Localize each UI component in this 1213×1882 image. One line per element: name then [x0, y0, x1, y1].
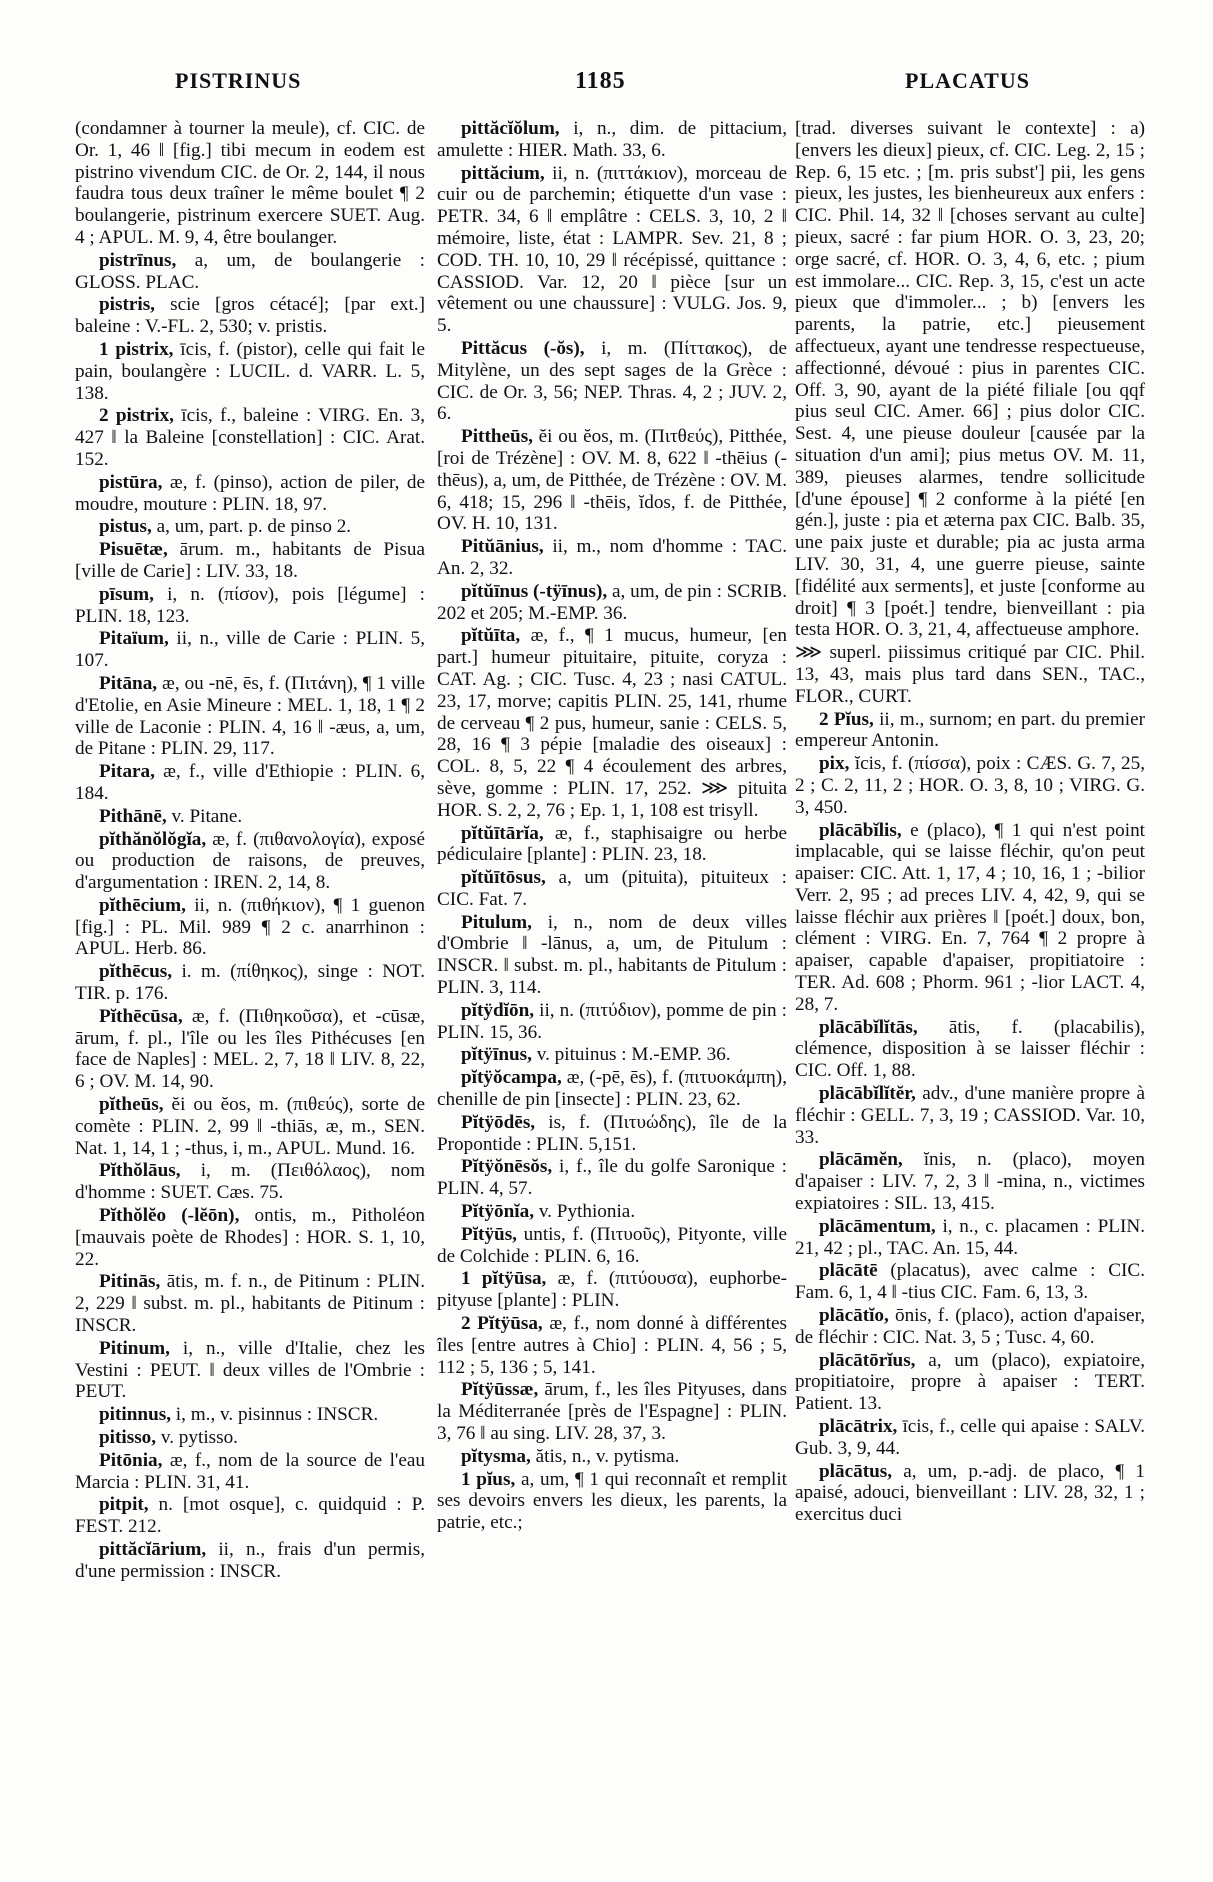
dictionary-entry [75, 1338, 425, 1403]
entry-definition: ārum. m., habitants de Pisua [ville de Carie] : LIV. 33, 18. [75, 539, 426, 582]
dictionary-entry [75, 584, 425, 628]
dictionary-entry [437, 1446, 787, 1468]
entry-headword: pĭtÿŏcampa, [461, 1067, 562, 1089]
entry-headword: pĭtŭītārĭa, [461, 822, 544, 844]
entry-headword: 2 pistrix, [99, 405, 174, 427]
entry-definition: ārum, f., les îles Pityuses, dans la Méditerranée [près de l'Espagne] : PLIN. 3, 76 ‖ au sing. LIV. 28, 37, 3. [437, 1379, 788, 1445]
dictionary-entry [75, 1094, 425, 1159]
dictionary-entry [75, 1539, 425, 1583]
column-1 [75, 118, 425, 1584]
entry-headword: pĭtŭītōsus, [461, 867, 546, 889]
entry-definition: ĭnis, n. (placo), moyen d'apaiser : LIV. 7, 2, 3 ‖ -mina, n., victimes expiatoires : SIL. 13, 415. [795, 1149, 1145, 1215]
dictionary-entry [795, 1017, 1145, 1082]
entry-headword: pitisso, [99, 1427, 157, 1449]
entry-definition: īcis, f., celle qui apaise : SALV. Gub. 3, 9, 44. [795, 1416, 1146, 1459]
entry-definition: æ, f., nom donné à différentes îles [entre autres à Chio] : PLIN. 4, 56 ; 5, 112 ; 5, 136 ; 5, 141. [437, 1313, 787, 1378]
entry-headword: Pitŭānius, [461, 536, 544, 558]
dictionary-entry [75, 1271, 425, 1336]
column-2 [437, 118, 787, 1535]
entry-definition: i, m., v. pisinnus : INSCR. [175, 1404, 379, 1426]
dictionary-entry [75, 539, 425, 583]
entry-headword: plācātōrĭus, [819, 1349, 916, 1371]
entry-headword: Pitaïum, [99, 628, 169, 650]
entry-definition: æ, ou -nē, ēs, f. (Πιτάνη), ¶ 1 ville d'Etolie, en Asie Mineure : MEL. 1, 18, 1 ¶ 2 ville de Laconie : PLIN. 4, 16 ‖ -æus, a, um, de Pitane : PLIN. 29, 117. [75, 672, 425, 760]
dictionary-entry [437, 912, 787, 999]
entry-headword: Pĭtÿūs, [461, 1223, 517, 1245]
entry-headword: Pitinum, [99, 1337, 170, 1359]
entry-definition: æ, f., staphisaigre ou herbe pédiculaire [plante] : PLIN. 23, 18. [437, 822, 788, 866]
dictionary-entry [75, 961, 425, 1005]
entry-definition: untis, f. (Πιτυοῦς), Pityonte, ville de Colchide : PLIN. 6, 16. [437, 1223, 787, 1267]
entry-definition: i, n., c. placamen : PLIN. 21, 42 ; pl., TAC. An. 15, 44. [795, 1215, 1146, 1259]
entry-definition: a, um, de pin : SCRIB. 202 et 205; M.-EMP. 36. [437, 580, 788, 624]
entry-definition: ātis, f. (placabilis), clémence, disposition à se laisser fléchir : CIC. Off. 1, 88. [795, 1016, 1146, 1082]
dictionary-entry [437, 163, 787, 337]
dictionary-entry [795, 1461, 1145, 1526]
entry-definition: æ, (-pē, ēs), f. (πιτυοκάμπη), chenille de pin [insecte] : PLIN. 23, 62. [437, 1067, 787, 1111]
entry-headword: pĭtŭīnus (-tÿīnus), [461, 580, 608, 602]
dictionary-entry [795, 1305, 1145, 1349]
dictionary-entry [437, 118, 787, 162]
entry-definition: i, m. (Πίττακος), de Mitylène, un des sept sages de la Grèce : CIC. de Or. 3, 56; NEP. Thras. 4, 2 ; JUV. 2, 6. [437, 337, 787, 425]
entry-definition: ii, n. (πιθήκιον), ¶ 1 guenon [fig.] : PL. Mil. 989 ¶ 2 c. anarrhinon : APUL. Herb. 86. [75, 894, 426, 960]
entry-definition: æ, f. (πιθανολογία), exposé ou production de raisons, de preuves, d'argumentation : IREN. 2, 14, 8. [75, 828, 426, 894]
entry-headword: pistūra, [99, 471, 163, 493]
entry-definition: i, f., île du golfe Saronique : PLIN. 4, 57. [437, 1156, 787, 1200]
entry-definition: v. Pythionia. [538, 1201, 636, 1223]
entry-headword: Pĭtÿūssæ, [461, 1379, 539, 1401]
entry-headword: pistus, [99, 516, 152, 538]
entry-headword: plācātē [819, 1260, 878, 1282]
entry-headword: plācātrix, [819, 1416, 898, 1438]
dictionary-entry [75, 1006, 425, 1093]
entry-headword: pittăcium, [461, 162, 545, 184]
dictionary-entry [75, 1404, 425, 1426]
dictionary-entry [437, 867, 787, 911]
dictionary-entry [795, 1350, 1145, 1415]
entry-headword: Pitōnia, [99, 1449, 163, 1471]
column-3 [795, 118, 1145, 1527]
dictionary-entry [437, 338, 787, 425]
entry-definition: ⋙ superl. piissimus critiqué par CIC. Phil. 13, 43, mais plus tard dans SEN., TAC., FLOR., CURT. [795, 642, 1145, 707]
dictionary-entry [75, 761, 425, 805]
entry-definition: i. m. (πίθηκος), singe : NOT. TIR. p. 176. [75, 961, 426, 1005]
dictionary-entry [75, 1427, 425, 1449]
entry-definition: n. [mot osque], c. quidquid : P. FEST. 212. [75, 1494, 426, 1538]
entry-definition: (condamner à tourner la meule), cf. CIC. de Or. 1, 46 ‖ [fig.] tibi mecum in eodem est pistrino vivendum CIC. de Or. 2, 144, il nous faudra tous deux traîner le même boulet ¶ 2 boulangerie, pistrinum exercere SUET. Aug. 4 ; APUL. M. 9, 4, être boulanger. [75, 118, 425, 248]
entry-headword: pĭtysma, [461, 1445, 531, 1467]
entry-headword: Pĭtÿōnĭa, [461, 1201, 535, 1223]
entry-definition: (placatus), avec calme : CIC. Fam. 6, 1, 4 ‖ -tius CIC. Fam. 6, 13, 3. [795, 1260, 1145, 1304]
entry-headword: pĭtheūs, [99, 1094, 164, 1116]
running-head-first-word: PISTRINUS [175, 68, 302, 93]
dictionary-entry [437, 536, 787, 580]
entry-definition: scie [gros cétacé]; [par ext.] baleine : V.-FL. 2, 530; v. pristis. [75, 294, 425, 338]
entry-headword: Pĭtÿōdēs, [461, 1111, 536, 1133]
entry-headword: Pitinās, [99, 1271, 161, 1293]
entry-definition: ii, m., nom d'homme : TAC. An. 2, 32. [437, 536, 787, 579]
entry-headword: plācātĭo, [819, 1305, 889, 1327]
dictionary-entry [795, 1149, 1145, 1214]
entry-definition: ĕi ou ĕos, m. (πιθεύς), sorte de comète : PLIN. 2, 99 ‖ -thiās, æ, m., SEN. Nat. 1, 14, 1 ; -thus, i, m., APUL. Mund. 16. [75, 1094, 426, 1159]
dictionary-entry [437, 1067, 787, 1111]
dictionary-entry [75, 1450, 425, 1494]
dictionary-entry [437, 581, 787, 625]
entry-definition: i, n., nom de deux villes d'Ombrie ‖ -lānus, a, um, de Pitulum : INSCR. ‖ subst. m. pl., habitants de Pitulum : PLIN. 3, 114. [437, 911, 787, 999]
entry-definition: æ, f. (Πιθηκοῦσα), et -cūsæ, ārum, f. pl., l'île ou les îles Pithécuses [en face de Naples] : MEL. 2, 7, 18 ‖ LIV. 8, 22, 6 ; OV. M. 14, 90. [75, 1005, 426, 1093]
entry-definition: ii, m., surnom; en part. du premier empereur Antonin. [795, 708, 1145, 752]
entry-headword: pitpit, [99, 1494, 149, 1516]
dictionary-entry [75, 1205, 425, 1270]
dictionary-entry [437, 1313, 787, 1378]
entry-definition: v. Pitane. [171, 805, 243, 827]
entry-definition: æ, f., ¶ 1 mucus, humeur, [en part.] humeur pituitaire, pituite, coryza : CAT. Ag. ; CIC. Tusc. 4, 23 ; nasi CATUL. 23, 17, morve; capitis PLIN. 25, 141, rhume de cerveau ¶ 2 pus, humeur, sanie : CELS. 5, 28, 16 ¶ 3 pépie [maladie des oiseaux] : COL. 8, 5, 22 ¶ 4 écoulement des arbres, sève, gomme : PLIN. 17, 252. ⋙ pituita HOR. S. 2, 2, 76 ; Ep. 1, 1, 108 est trisyll. [437, 625, 787, 821]
entry-definition: æ, f. (pinso), action de piler, de moudre, mouture : PLIN. 18, 97. [75, 471, 426, 515]
dictionary-entry [75, 1160, 425, 1204]
entry-definition: i, n., ville d'Italie, chez les Vestini : PEUT. ‖ deux villes de l'Ombrie : PEUT. [75, 1337, 426, 1403]
entry-headword: Pithānē, [99, 805, 167, 827]
dictionary-entry [437, 823, 787, 867]
dictionary-entry [437, 1268, 787, 1312]
entry-definition: adv., d'une manière propre à fléchir : GELL. 7, 3, 19 ; CASSIOD. Var. 10, 33. [795, 1083, 1146, 1148]
dictionary-entry [795, 118, 1145, 641]
dictionary-entry [75, 339, 425, 404]
entry-headword: pittăcĭŏlum, [461, 118, 560, 139]
entry-definition: ontis, m., Pitholéon [mauvais poète de Rhodes] : HOR. S. 1, 10, 22. [75, 1205, 426, 1270]
entry-definition: ii, n., frais d'un permis, d'une permission : INSCR. [75, 1539, 426, 1582]
entry-definition: a, um (pituita), pituiteux : CIC. Fat. 7. [437, 867, 788, 910]
entry-headword: 1 pistrix, [99, 338, 174, 360]
dictionary-entry [795, 820, 1145, 1016]
dictionary-entry [75, 1494, 425, 1538]
dictionary-entry [437, 1379, 787, 1444]
entry-headword: 1 pĭtÿūsa, [461, 1268, 547, 1290]
dictionary-entry [437, 1112, 787, 1156]
dictionary-entry [75, 516, 425, 538]
dictionary-entry [75, 806, 425, 828]
dictionary-entry [75, 405, 425, 470]
dictionary-entry [437, 1224, 787, 1268]
entry-definition: i, n., dim. de pittacium, amulette : HIER. Math. 33, 6. [437, 118, 787, 161]
dictionary-entry [75, 673, 425, 760]
entry-headword: Pitulum, [461, 911, 532, 933]
entry-headword: Pitara, [99, 761, 155, 783]
entry-definition: ii, n. (πιτύδιον), pomme de pin : PLIN. 15, 36. [437, 999, 787, 1043]
entry-definition: i, n. (πίσον), pois [légume] : PLIN. 18, 123. [75, 583, 425, 627]
entry-definition: v. pytisso. [160, 1427, 238, 1449]
dictionary-entry [75, 829, 425, 894]
entry-headword: plācāmentum, [819, 1215, 936, 1237]
dictionary-entry [437, 426, 787, 535]
entry-definition: īcis, f., baleine : VIRG. En. 3, 427 ‖ la Baleine [constellation] : CIC. Arat. 152. [75, 405, 425, 470]
dictionary-entry [75, 895, 425, 960]
dictionary-entry [795, 642, 1145, 707]
entry-headword: pĭtÿīnus, [461, 1044, 532, 1066]
entry-definition: ĭcis, f. (πίσσα), poix : CÆS. G. 7, 25, 2 ; C. 2, 11, 2 ; HOR. O. 3, 8, 10 ; VIRG. G. 3, 450. [795, 753, 1146, 818]
entry-definition: i, m. (Πειθόλαος), nom d'homme : SUET. Cæs. 75. [75, 1160, 426, 1204]
entry-definition: æ, f. (πιτύουσα), euphorbe-pityuse [plante] : PLIN. [437, 1268, 788, 1312]
entry-headword: pix, [819, 753, 850, 775]
entry-headword: 2 Pĭus, [819, 708, 874, 730]
dictionary-entry [795, 1416, 1145, 1460]
entry-definition: a, um, p.-adj. de placo, ¶ 1 apaisé, adouci, bienveillant : LIV. 28, 32, 1 ; exercitus duci [795, 1460, 1145, 1526]
entry-definition: ii, n., ville de Carie : PLIN. 5, 107. [75, 628, 425, 672]
entry-headword: pittăcĭārium, [99, 1539, 207, 1560]
entry-headword: pĭtŭīta, [461, 625, 521, 647]
entry-headword: pitinnus, [99, 1404, 171, 1426]
entry-headword: 2 Pĭtÿūsa, [461, 1313, 543, 1335]
entry-definition: ii, n. (πιττάκιον), morceau de cuir ou de parchemin; étiquette d'un vase : PETR. 34, 6 ‖ emplâtre : CELS. 3, 10, 2 ‖ mémoire, liste, état : LAMPR. Sev. 21, 8 ; COD. TH. 10, 10, 29 ‖ récépissé, quittance : CASSIOD. Var. 12, 20 ‖ pièce [sur un vêtement ou une chaussure] : VULG. Jos. 9, 5. [437, 162, 788, 337]
entry-definition: a, um, de boulangerie : GLOSS. PLAC. [75, 249, 426, 293]
entry-headword: Pĭthēcūsa, [99, 1005, 183, 1027]
dictionary-entry [437, 1000, 787, 1044]
entry-headword: pīsum, [99, 583, 154, 605]
running-head-last-word: PLACATUS [905, 68, 1030, 93]
dictionary-entry [437, 1156, 787, 1200]
dictionary-entry [437, 1469, 787, 1534]
entry-headword: plācābĭlĭtĕr, [819, 1083, 916, 1105]
page-number: 1185 [575, 68, 626, 94]
entry-headword: Pitāna, [99, 672, 158, 694]
entry-definition: ĕi ou ĕos, m. (Πιτθεύς), Pitthée, [roi de Trézène] : OV. M. 8, 622 ‖ -thēius (-thēus), a, um, de Pitthée, de Trézène : OV. M. 6, 418; 15, 296 ‖ -thēis, ĭdos, f. de Pitthée, OV. H. 10, 131. [437, 426, 788, 535]
entry-definition: is, f. (Πιτυώδης), île de la Propontide : PLIN. 5,151. [437, 1111, 788, 1155]
dictionary-entry [795, 709, 1145, 753]
entry-definition: a, um, ¶ 1 qui reconnaît et remplit ses devoirs envers les dieux, les parents, la patrie, etc.; [437, 1468, 788, 1534]
entry-definition: æ, f., nom de la source de l'eau Marcia : PLIN. 31, 41. [75, 1449, 426, 1493]
dictionary-entry [75, 472, 425, 516]
entry-definition: īcis, f. (pistor), celle qui fait le pain, boulangère : LUCIL. d. VARR. L. 5, 138. [75, 338, 425, 404]
dictionary-entry [795, 753, 1145, 818]
dictionary-entry [795, 1216, 1145, 1260]
entry-headword: Pittăcus (-ŏs), [461, 337, 585, 359]
dictionary-entry [795, 1083, 1145, 1148]
entry-definition: æ, f., ville d'Ethiopie : PLIN. 6, 184. [75, 761, 426, 804]
dictionary-entry [437, 1044, 787, 1066]
entry-headword: pĭthēcus, [99, 961, 173, 983]
dictionary-entry [75, 250, 425, 294]
entry-definition: ōnis, f. (placo), action d'apaiser, de fléchir : CIC. Nat. 3, 5 ; Tusc. 4, 60. [795, 1305, 1145, 1348]
entry-definition: a, um (placo), expiatoire, propitiatoire, propre à apaiser : TERT. Patient. 13. [795, 1349, 1146, 1415]
entry-headword: pistrīnus, [99, 249, 177, 271]
entry-headword: pĭthănŏlŏgĭa, [99, 828, 207, 850]
entry-headword: pĭtÿdĭōn, [461, 999, 535, 1021]
entry-headword: pĭthēcium, [99, 894, 186, 916]
entry-headword: Pĭthŏlĕo (-lĕōn), [99, 1205, 240, 1227]
entry-headword: Pĭtÿŏnēsŏs, [461, 1156, 553, 1178]
entry-definition: v. pituinus : M.-EMP. 36. [536, 1044, 731, 1066]
dictionary-entry [75, 294, 425, 338]
entry-headword: 1 pĭus, [461, 1468, 516, 1490]
dictionary-entry [75, 118, 425, 249]
entry-headword: plācāmĕn, [819, 1149, 903, 1171]
dictionary-entry [437, 1201, 787, 1223]
entry-headword: plācābĭlis, [819, 819, 902, 841]
dictionary-entry [795, 1260, 1145, 1304]
entry-headword: pistris, [99, 294, 155, 316]
entry-definition: ătis, n., v. pytisma. [535, 1445, 680, 1467]
entry-headword: Pisuētæ, [99, 539, 168, 561]
entry-definition: a, um, part. p. de pinso 2. [156, 516, 352, 538]
entry-headword: plācātus, [819, 1460, 893, 1482]
dictionary-entry [75, 628, 425, 672]
entry-headword: Pĭthŏlāus, [99, 1160, 181, 1182]
entry-definition: e (placo), ¶ 1 qui n'est point implacable, qui se laisse fléchir, qu'on peut apaiser: CIC. Att. 1, 17, 4 ; 10, 16, 1 ; -bilior Verr. 2, 95 ; ad preces LIV. 4, 42, 9, qui se laisse fléchir aux prières ‖ [poét.] doux, bon, clément : VIRG. En. 7, 764 ¶ 2 propre à apaiser, capable d'apaiser, propitiatoire : TER. Ad. 608 ; Phorm. 961 ; -lior LACT. 4, 28, 7. [795, 819, 1146, 1015]
entry-definition: [trad. diverses suivant le contexte] : a) [envers les dieux] pieux, cf. CIC. Leg. 2, 15 ; Rep. 6, 15 etc. ; [m. pris subst'] pii, les gens pieux, les justes, les bienheureux aux enfers : CIC. Phil. 14, 32 ‖ [choses servant au culte] pieux, sacré : far pium HOR. O. 3, 23, 20; orge sacré, cf. HOR. O. 3, 4, 6, etc. ; pium est immolare... CIC. Rep. 3, 15, c'est un acte pieux que d'immoler... ; b) [envers les parents, la patrie, etc.] pieusement affectueux, ayant une tendresse respectueuse, affectionné, dévoué : pius in parentes CIC. Off. 3, 90, ayant de la piété filiale [ou qqf pius seul CIC. Amer. 66] ; pius dolor CIC. Sest. 4, une pieuse douleur [causée par la situation d'un ami]; pius metus OV. M. 11, 389, pieuses alarmes, tendre sollicitude [d'une épouse] ¶ 2 conforme à la piété [en gén.], juste : pia et æterna pax CIC. Balb. 35, une paix juste et durable; pia ac justa arma LIV. 30, 31, 4, une guerre pieuse, sainte [fidélité aux serments], et juste [conforme au droit] ¶ 3 [poét.] tendre, bienveillant : pia testa HOR. O. 3, 21, 4, affectueuse amphore. [795, 118, 1145, 641]
entry-definition: ātis, m. f. n., de Pitinum : PLIN. 2, 229 ‖ subst. m. pl., habitants de Pitinum : INSCR. [75, 1271, 425, 1337]
entry-headword: Pittheūs, [461, 426, 533, 448]
entry-headword: plācābĭlĭtās, [819, 1016, 918, 1038]
dictionary-entry [437, 625, 787, 821]
